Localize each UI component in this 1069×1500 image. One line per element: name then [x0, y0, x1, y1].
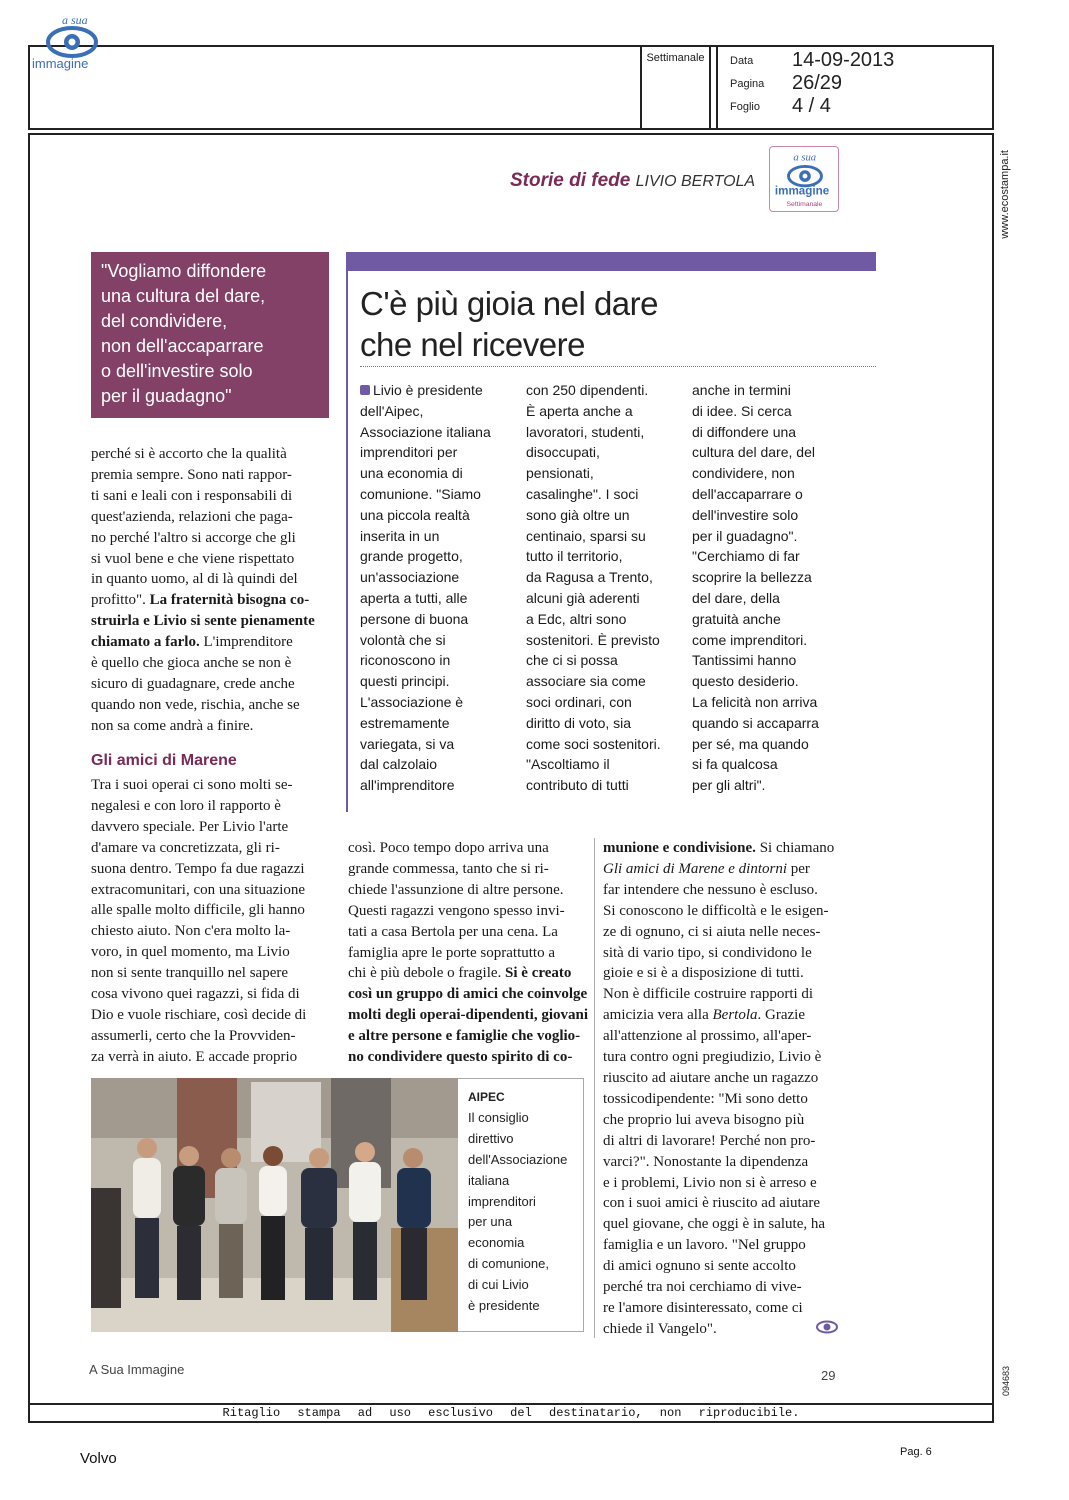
meta-value-date: 14-09-2013: [792, 49, 895, 71]
source-url: www.ecostampa.it: [999, 150, 1011, 239]
magazine-mini-logo: [769, 146, 839, 212]
text-run: perché si è accorto che la qualità premia sempre. Sono nati rappor- ti sani e leali con i responsabili di quest'azienda, relazioni che paga- no perché l'altro si accorge che gli si vuol bene e che viene rispettato in quanto uomo, al di là quindi del profitto".: [91, 446, 298, 609]
column-divider: [594, 838, 595, 1338]
body-column-1-top: [91, 444, 315, 737]
box-column-1-text: Livio è presidente dell'Aipec, Associazione italiana imprenditori per una economia di comunione. "Siamo una piccola realtà inserita in un grande progetto, un'associazione aperta a tutti, alle persone di buona volontà che si riconoscono in questi principi. L'associazione è estremamente variegata, si va dal calzolaio all'imprenditore: [360, 382, 491, 794]
svg-text:a sua: a sua: [62, 13, 88, 27]
frequency-label: Settimanale: [646, 52, 705, 64]
section-subject: LIVIO BERTOLA: [635, 173, 756, 190]
meta-label-sheet: Foglio: [730, 101, 760, 113]
bold-run: Si è creato così un gruppo di amici che coinvolge molti degli operai-dipendenti, giovani e altre persone e famiglie che voglio- no condividere questo spirito di co-: [348, 965, 589, 1066]
meta-value-sheet: 4 / 4: [792, 95, 831, 117]
group-photo: [91, 1078, 458, 1332]
photo-caption-text: Il consiglio direttivo dell'Associazione italiana imprenditori per una economia di comunione, di cui Livio è presidente: [468, 1109, 568, 1314]
subheading: Gli amici di Marene: [91, 752, 237, 769]
section-category: Storie di fede: [510, 170, 631, 191]
svg-text:immagine: immagine: [774, 184, 830, 198]
svg-text:immagine: immagine: [32, 56, 89, 71]
headline: C'è più gioia nel dare che nel ricevere: [360, 285, 659, 363]
text-run: L'imprenditore è quello che gioca anche se non è sicuro di guadagnare, crede anche quando non vede, rischia, anche se non sa come andrà a finire.: [91, 634, 300, 734]
pull-quote: [91, 252, 329, 418]
box-column-3: anche in termini di idee. Si cerca di diffondere una cultura del dare, del condividere, non dell'accaparrare o dell'investire solo per il guadagno". "Cerchiamo di far scoprire la bellezza del dare, della gratuità anche come imprenditori. Tantissimi hanno questo desiderio. La felicità non arriva quando si accaparra per sé, ma quando si fa qualcosa per gli altri".: [692, 382, 819, 794]
italic-run: Gli amici di Marene e dintorni: [603, 860, 787, 877]
photo-caption-title: AIPEC: [468, 1090, 505, 1104]
a-sua-immagine-logo: [30, 12, 110, 72]
meta-label-page: Pagina: [730, 78, 765, 90]
svg-text:Settimanale: Settimanale: [786, 201, 823, 209]
clipping-code: 094683: [1001, 1366, 1011, 1397]
body-column-3: [603, 838, 834, 1340]
bold-run: La fraternità bisogna co- struirla e Livio si sente pienamente chiamato a farlo.: [91, 592, 315, 651]
magazine-name-footer: A Sua Immagine: [89, 1362, 185, 1377]
reproduction-disclaimer: Ritaglio stampa ad uso esclusivo del destinatario, non riproducibile.: [222, 1406, 800, 1420]
end-of-article-eye-icon: [816, 1320, 838, 1334]
footer-divider: [28, 1403, 994, 1405]
box-column-1: [360, 380, 491, 796]
body-column-2: [348, 838, 588, 1068]
text-run: Si chiamano: [759, 840, 835, 856]
box-left-rule: [346, 252, 348, 812]
magazine-page-number: 29: [821, 1368, 836, 1383]
meta-value-page: 26/29: [792, 72, 843, 94]
text-run: . Grazie all'attenzione al prossimo, all'aper- tura contro ogni pregiudizio, Livio è riuscito ad aiutare anche un ragazzo tossicodipendente: "Mi sono detto che proprio lui aveva bisogno più di altri di lavorare! Perché non pro- varci?". Nonostante la dipendenza e i problemi, Livio non si è arreso e con i suoi amici è riuscito ad aiutare quel giovane, che oggi è in salute, ha famiglia e un lavoro. "Nel gruppo di amici ognuno si sente accolto perché tra noi cerchiamo di vive- re l'amore disinteressato, come ci chiede il Vangelo".: [603, 1007, 826, 1337]
client-name: Volvo: [80, 1450, 117, 1467]
text-run: per far intendere che nessuno è escluso. Si conoscono le difficoltà e le esigen- ze di ognuno, ci si aiuta nelle neces- sità di vario tipo, si condividono le gioie e si è a disposizione di tutti. Non è difficile costruire rapporti di amicizia vera alla: [603, 860, 829, 1024]
box-column-2: con 250 dipendenti. È aperta anche a lavoratori, studenti, disoccupati, pensionati, casalinghe". I soci sono già oltre un centinaio, sparsi su tutto il territorio, da Ragusa a Trento, alcuni già aderenti a Edc, altri sono sostenitori. È previsto che ci si possa associare sia come soci ordinari, con diritto di voto, sia come soci sostenitori. "Ascoltiamo il contributo di tutti: [526, 382, 661, 794]
section-heading: [510, 170, 755, 192]
pull-quote-text: "Vogliamo diffondere una cultura del dare, del condividere, non dell'accaparrare o dell'investire solo per il guadagno": [101, 261, 267, 406]
page-indicator: Pag. 6: [900, 1446, 932, 1458]
italic-run: Bertola: [712, 1007, 758, 1024]
body-column-1-bottom: Tra i suoi operai ci sono molti se- negalesi e con loro il rapporto è davvero speciale. Per Livio l'arte d'amare va concretizzata, gli ri- suona dentro. Tempo fa due ragazzi extracomunitari, con una situazione alle spalle molto difficile, gli hanno chiesto aiuto. Non c'era molto la- voro, in quel momento, ma Livio non si sente tranquillo nel sapere cosa vivono quei ragazzi, si fida di Dio e vuole rischiare, così decide di assumerli, certo che la Provviden- za verrà in aiuto. E accade proprio: [91, 777, 307, 1065]
square-bullet-icon: [360, 385, 370, 395]
bold-run: munione e condivisione.: [603, 840, 756, 856]
headline-bar: [346, 252, 876, 271]
meta-label-date: Data: [730, 55, 754, 67]
svg-text:a sua: a sua: [793, 152, 817, 164]
photo-caption: [458, 1078, 584, 1332]
text-run: così. Poco tempo dopo arriva una grande commessa, tanto che si ri- chiede l'assunzione di altre persone. Questi ragazzi vengono spesso invi- tati a casa Bertola per una cena. La famiglia apre le porte soprattutto a chi è più debole o fragile.: [348, 840, 565, 982]
headline-divider: [360, 366, 876, 367]
